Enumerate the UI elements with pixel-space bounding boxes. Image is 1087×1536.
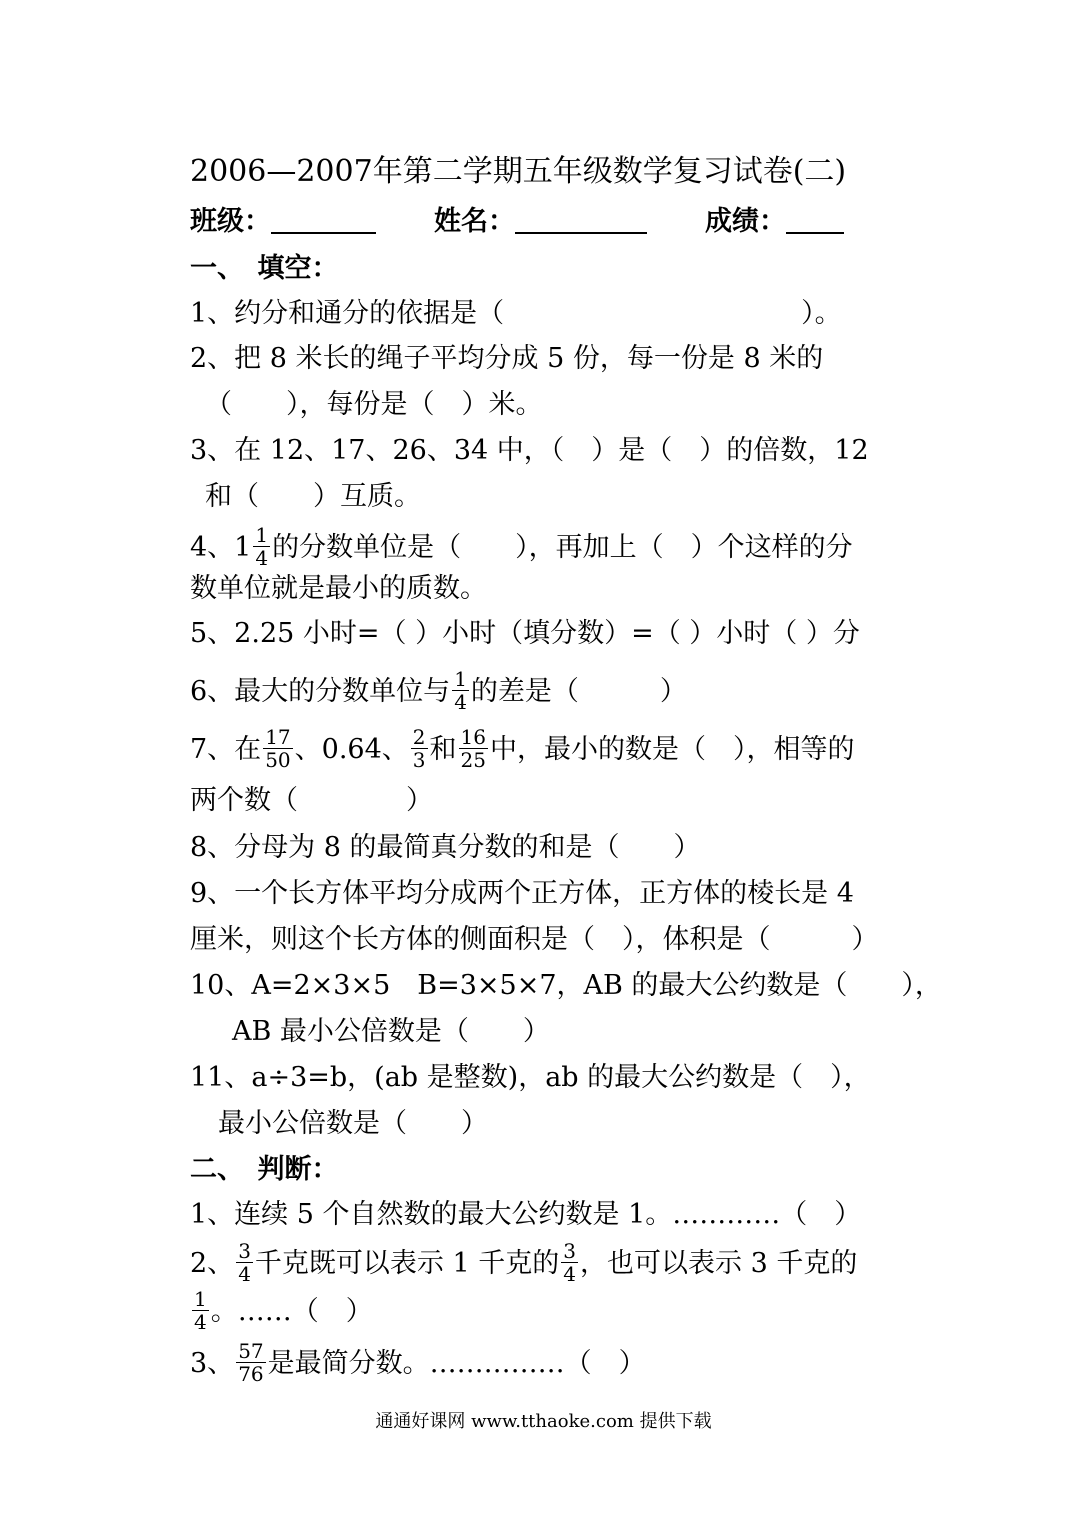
- question-8: 8、分母为 8 的最简真分数的和是（ ）: [190, 832, 701, 863]
- name-blank: [515, 206, 647, 234]
- q7-f1-denominator: 50: [265, 748, 291, 772]
- question-9-line-2: 厘米，则这个长方体的侧面积是（ ），体积是（ ）: [190, 924, 879, 955]
- q6-denominator: 4: [454, 690, 467, 714]
- q7-mid-1: 、0.64、: [294, 734, 409, 765]
- question-9-line-1: 9、一个长方体平均分成两个正方体，正方体的棱长是 4: [190, 878, 854, 909]
- j2b-denominator: 4: [194, 1310, 207, 1334]
- exam-title: 2006—2007年第二学期五年级数学复习试卷(二): [190, 154, 847, 189]
- q7-fraction-3: [459, 726, 488, 771]
- question-11-line-2: 最小公倍数是（ ）: [218, 1108, 488, 1139]
- judge-2-line-1: [190, 1239, 858, 1287]
- j2b-fraction: [192, 1288, 209, 1333]
- question-4-line-2: 数单位就是最小的质数。: [190, 573, 487, 604]
- judge-1: 1、连续 5 个自然数的最大公约数是 1。…………（ ）: [190, 1199, 862, 1230]
- judge-2-line-2: [190, 1287, 373, 1335]
- question-2-line-1: 2、把 8 米长的绳子平均分成 5 份，每一份是 8 米的: [190, 343, 824, 374]
- question-1: 1、约分和通分的依据是（ ）。: [190, 298, 842, 329]
- q4-denominator: 4: [255, 546, 269, 570]
- q7-fraction-1: [263, 726, 292, 771]
- j3-text: 是最简分数。……………（ ）: [267, 1348, 646, 1379]
- q7-f2-numerator: 2: [412, 725, 426, 749]
- q4-numerator: 1: [255, 523, 269, 547]
- name-label: 姓名：: [434, 206, 515, 237]
- q7-mid-2: 和: [429, 734, 457, 765]
- q7-f3-denominator: 25: [460, 748, 486, 772]
- q6-prefix: 6、最大的分数单位与: [190, 676, 451, 707]
- score-blank: [786, 206, 844, 234]
- j3-fraction: [236, 1340, 265, 1385]
- j2-prefix: 2、: [190, 1248, 235, 1279]
- question-6: [190, 667, 687, 715]
- j2-fraction-2: [561, 1240, 578, 1285]
- question-10-line-1: 10、A=2×3×5 B=3×5×7，AB 的最大公约数是（ ），: [190, 970, 942, 1001]
- q7-f2-denominator: 3: [412, 748, 426, 772]
- q6-numerator: 1: [454, 667, 467, 691]
- q7-text: 中，最小的数是（ ），相等的: [489, 734, 855, 765]
- j2-fraction-1: [236, 1240, 253, 1285]
- j3-prefix: 3、: [190, 1348, 235, 1379]
- j2b-text: 。……（ ）: [210, 1296, 373, 1327]
- q4-text: 的分数单位是（ ），再加上（ ）个这样的分: [272, 532, 853, 563]
- q6-text: 的差是（ ）: [470, 676, 687, 707]
- j2-f2-denominator: 4: [563, 1262, 576, 1286]
- question-10-line-2: AB 最小公倍数是（ ）: [232, 1016, 550, 1047]
- question-11-line-1: 11、a÷3=b，(ab 是整数)，ab 的最大公约数是（ ），: [190, 1062, 871, 1093]
- question-4-line-1: [190, 523, 853, 571]
- class-label: 班级：: [190, 206, 271, 237]
- question-7-line-2: 两个数（ ）: [190, 785, 433, 816]
- student-info-row: [190, 205, 844, 239]
- section-2-title: 二、 判断：: [190, 1154, 339, 1185]
- j2-f2-numerator: 3: [563, 1239, 576, 1263]
- judge-3: [190, 1339, 646, 1387]
- question-3-line-1: 3、在 12、17、26、34 中，（ ）是（ ）的倍数，12: [190, 435, 869, 466]
- q7-prefix: 7、在: [190, 734, 262, 765]
- j2-mid: 千克既可以表示 1 千克的: [254, 1248, 560, 1279]
- q7-f1-numerator: 17: [265, 725, 291, 749]
- section-1-title: 一、 填空：: [190, 253, 339, 284]
- q7-f3-numerator: 16: [460, 725, 486, 749]
- j2-text: ，也可以表示 3 千克的: [580, 1248, 858, 1279]
- q7-fraction-2: [411, 726, 428, 771]
- j2-f1-numerator: 3: [238, 1239, 251, 1263]
- j2-f1-denominator: 4: [238, 1262, 251, 1286]
- question-5: 5、2.25 小时=（ ）小时（填分数）=（ ）小时（ ）分: [190, 618, 860, 649]
- page-footer: 通通好课网 www.tthaoke.com 提供下载: [375, 1411, 712, 1432]
- question-7-line-1: [190, 725, 855, 773]
- q4-fraction: [253, 524, 270, 569]
- question-2-line-2: （ ），每份是（ ）米。: [205, 389, 543, 420]
- score-label: 成绩：: [705, 206, 786, 237]
- j3-numerator: 57: [238, 1339, 264, 1363]
- class-blank: [271, 206, 376, 234]
- j3-denominator: 76: [238, 1362, 264, 1386]
- q6-fraction: [452, 668, 469, 713]
- q4-prefix: 4、1: [190, 532, 252, 563]
- j2b-numerator: 1: [194, 1287, 207, 1311]
- question-3-line-2: 和（ ）互质。: [205, 481, 421, 512]
